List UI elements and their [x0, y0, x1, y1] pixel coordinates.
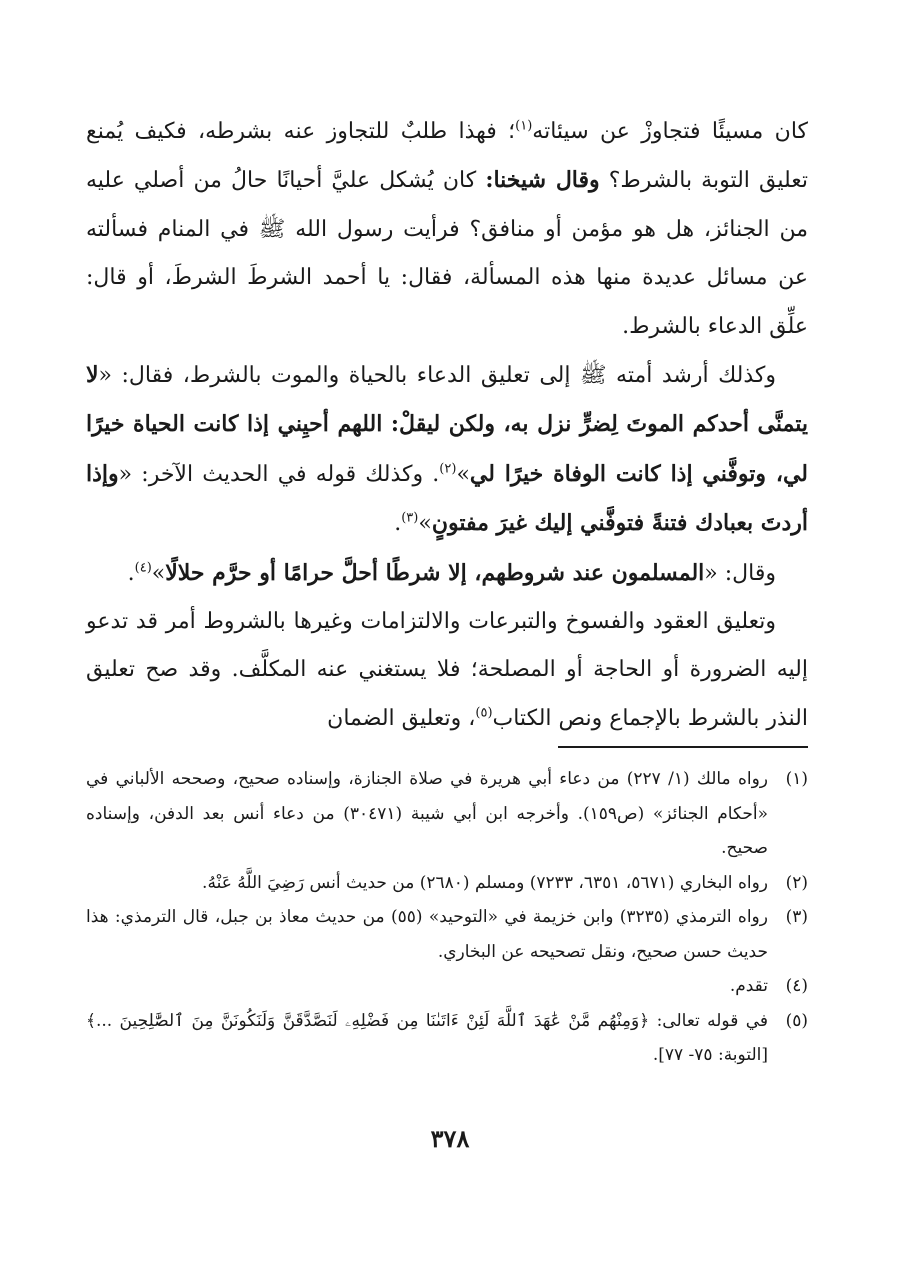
footnote-ref-5[interactable]: (٥)	[475, 705, 493, 721]
text-run: كان مسيئًا فتجاوزْ عن سيئاته	[532, 119, 808, 144]
text-run: وقال: «	[704, 560, 776, 586]
text-run: وكذلك أرشد أمته ﷺ إلى تعليق الدعاء بالحياة والموت بالشرط، فقال: «	[98, 363, 776, 389]
footnote-text: في قوله تعالى: ﴿وَمِنْهُم مَّنْ عَٰهَدَ ٱللَّهَ لَئِنْ ءَاتَىٰنَا مِن فَضْلِهِۦ لَنَصَّدَّقَنَّ وَلَنَكُونَنَّ مِنَ ٱلصَّٰلِحِينَ ...﴾ [التوبة: ٧٥- ٧٧].	[86, 1010, 768, 1065]
footnote-text: رواه مالك (١/ ٢٢٧) من دعاء أبي هريرة في صلاة الجنازة، وإسناده صحيح، وصححه الألباني في «أحكام الجنائز» (ص١٥٩). وأخرجه ابن أبي شيبة (٣٠٤٧١) من دعاء أنس بعد الدفن، وإسناده صحيح.	[86, 769, 769, 858]
footnote-3	[86, 900, 808, 969]
text-run: كان يُشكل عليَّ أحيانًا حالُ من أصلي عليه من الجنائز، هل هو مؤمن أو منافق؟ فرأيت رسول الله ﷺ في المنام فسألته عن مسائل عديدة منها هذه المسألة، فقال: يا أحمد الشرطَ الشرطَ، أو قال: علِّق الدعاء بالشرط.	[86, 168, 808, 339]
hadith-quote: المسلمون عند شروطهم، إلا شرطًا أحلَّ حرامًا أو حرَّم حلالًا	[165, 559, 705, 586]
footnote-divider	[558, 746, 808, 748]
hadith-quote: وإذا أردتَ بعبادك فتنةً فتوفَّني إليك غيرَ مفتونٍ	[86, 460, 808, 537]
footnote-number: (٥)	[785, 1010, 808, 1031]
text-run: »	[418, 511, 432, 537]
paragraph-4	[86, 598, 808, 743]
bold-phrase: وقال شيخنا:	[485, 167, 600, 194]
text-run: . وكذلك قوله في الحديث الآخر: «	[118, 461, 440, 487]
footnote-number: (٤)	[785, 976, 808, 996]
footnote-text: رواه البخاري (٥٦٧١، ٦٣٥١، ٧٢٣٣) ومسلم (٢٦٨٠) من حديث أنس رَضِيَ اللَّهُ عَنْهُ.	[202, 872, 768, 893]
footnote-text: تقدم.	[729, 976, 768, 996]
text-run: .	[127, 560, 135, 586]
text-run: ، وتعليق الضمان	[327, 705, 476, 731]
footnote-ref-2[interactable]: (٢)	[439, 461, 457, 477]
paragraph-3	[86, 549, 808, 598]
footnote-4	[86, 969, 808, 1004]
footnote-ref-4[interactable]: (٤)	[134, 560, 152, 576]
text-run: »	[456, 461, 470, 487]
footnote-ref-3[interactable]: (٣)	[401, 510, 419, 526]
footnote-number: (٢)	[785, 872, 808, 893]
paragraph-1	[86, 108, 808, 351]
page-number: ٣٧٨	[430, 1124, 470, 1153]
text-run: وتعليق العقود والفسوخ والتبرعات والالتزامات وغيرها بالشروط أمر قد تدعو إليه الضرورة أو الحاجة أو المصلحة؛ فلا يستغني عنه المكلَّف. وقد صح تعليق النذر بالشرط بالإجماع ونص الكتاب	[86, 609, 808, 731]
footnote-number: (١)	[785, 769, 808, 789]
main-text	[86, 108, 808, 743]
text-run: .	[394, 511, 402, 537]
text-run: ؛ فهذا طلبٌ للتجاوز عنه بشرطه، فكيف يُمنع تعليق التوبة بالشرط؟	[86, 119, 808, 194]
hadith-quote: لا يتمنَّى أحدكم الموتَ لِضرٍّ نزل به، ولكن ليقلْ: اللهم أحيِني إذا كانت الحياة خيرًا لي، وتوفَّني إذا كانت الوفاة خيرًا لي	[86, 362, 808, 487]
footnotes	[86, 762, 808, 1073]
footnote-text: رواه الترمذي (٣٢٣٥) وابن خزيمة في «التوحيد» (٥٥) من حديث معاذ بن جبل، قال الترمذي: هذا حديث حسن صحيح، ونقل تصحيحه عن البخاري.	[86, 907, 768, 962]
footnote-ref-1[interactable]: (١)	[515, 118, 533, 134]
footnote-1	[86, 762, 808, 866]
paragraph-2	[86, 351, 808, 549]
footnote-number: (٣)	[785, 907, 808, 927]
footnote-5	[86, 1004, 808, 1073]
text-run: »	[151, 560, 166, 586]
footnote-2	[86, 866, 808, 901]
